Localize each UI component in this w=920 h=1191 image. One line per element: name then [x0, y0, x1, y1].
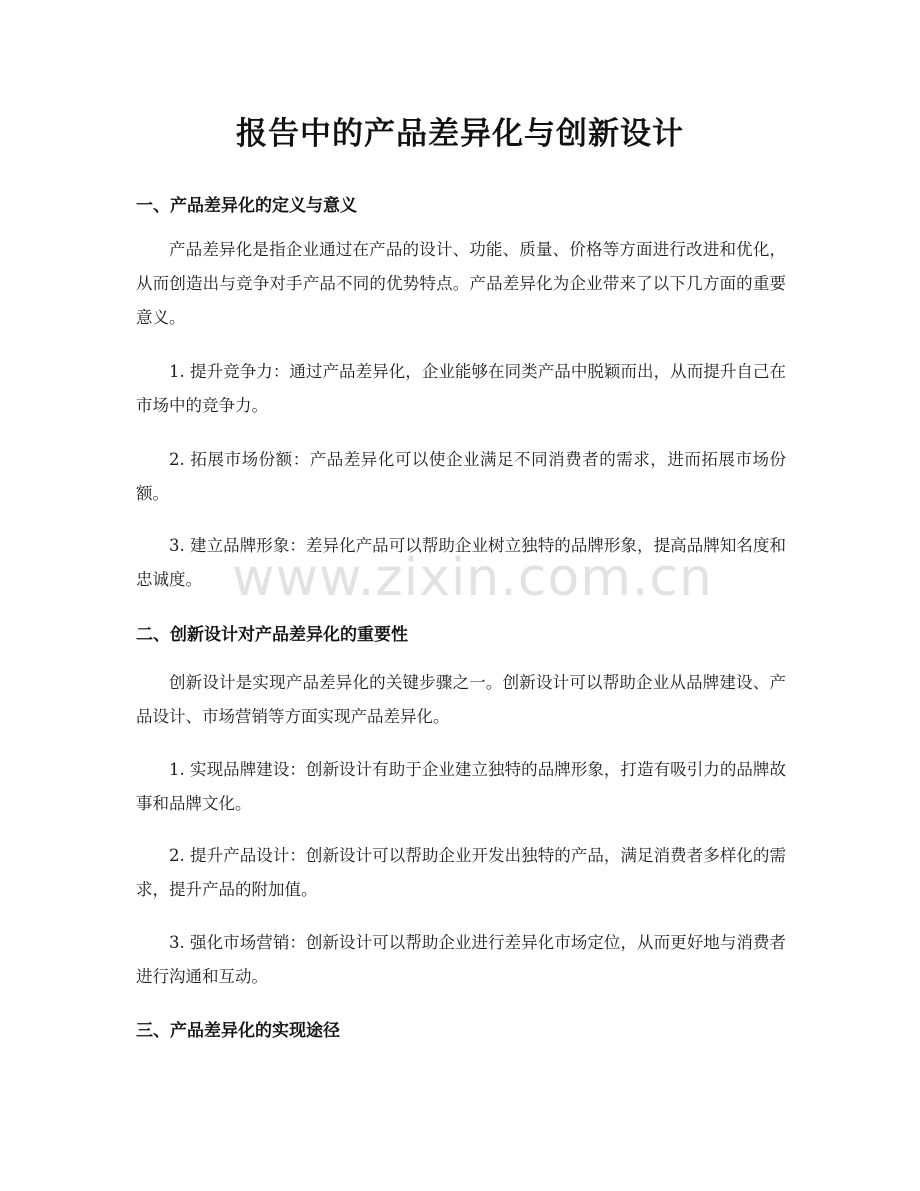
- document-title: 报告中的产品差异化与创新设计: [236, 116, 684, 152]
- section-1-item-2: 2. 拓展市场份额：产品差异化可以使企业满足不同消费者的需求，进而拓展市场份额。: [136, 450, 786, 503]
- section-1-item-1: 1. 提升竞争力：通过产品差异化，企业能够在同类产品中脱颖而出，从而提升自己在市场中的竞争力。: [136, 362, 786, 415]
- section-1-item-3: 3. 建立品牌形象：差异化产品可以帮助企业树立独特的品牌形象，提高品牌知名度和忠诚度。: [136, 536, 786, 589]
- section-2-paragraph-intro: 创新设计是实现产品差异化的关键步骤之一。创新设计可以帮助企业从品牌建设、产品设计、市场营销等方面实现产品差异化。: [136, 673, 786, 726]
- section-2-item-3: 3. 强化市场营销：创新设计可以帮助企业进行差异化市场定位，从而更好地与消费者进行沟通和互动。: [136, 933, 786, 986]
- section-2-item-1: 1. 实现品牌建设：创新设计有助于企业建立独特的品牌形象，打造有吸引力的品牌故事和品牌文化。: [136, 760, 786, 813]
- section-heading-3: 三、产品差异化的实现途径: [136, 1021, 340, 1041]
- section-1-paragraph-intro: 产品差异化是指企业通过在产品的设计、功能、质量、价格等方面进行改进和优化，从而创造出与竞争对手产品不同的优势特点。产品差异化为企业带来了以下几方面的重要意义。: [136, 240, 786, 327]
- section-heading-1: 一、产品差异化的定义与意义: [136, 196, 357, 216]
- section-heading-2: 二、创新设计对产品差异化的重要性: [136, 625, 408, 645]
- section-2-item-2: 2. 提升产品设计：创新设计可以帮助企业开发出独特的产品，满足消费者多样化的需求，提升产品的附加值。: [136, 846, 786, 899]
- watermark-text: www.zixin.com.cn: [232, 548, 713, 608]
